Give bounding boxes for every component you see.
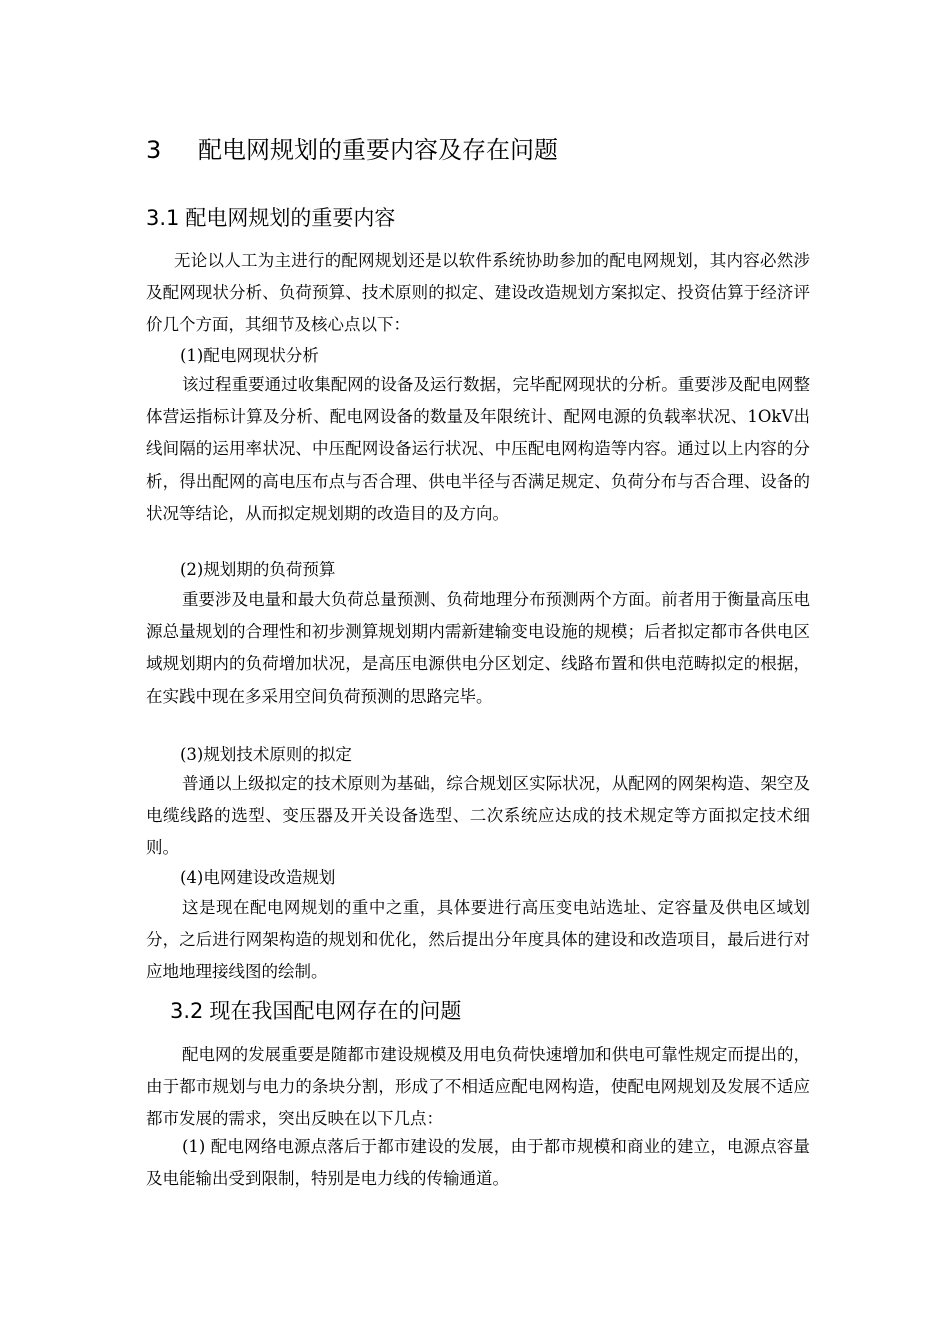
section-heading	[146, 135, 558, 165]
subsection-heading-3-1	[146, 204, 395, 232]
section-title: 配电网规划的重要内容及存在问题	[198, 136, 558, 164]
section-number: 3	[146, 136, 162, 164]
item-label-3: (3)规划技术原则的拟定	[180, 745, 352, 764]
subsection-title: 配电网规划的重要内容	[185, 206, 396, 230]
item-label-1: (1)配电网现状分析	[180, 346, 319, 365]
item-text-1: 该过程重要通过收集配网的设备及运行数据，完毕配网现状的分析。重要涉及配电网整体营运指标计算及分析、配电网设备的数量及年限统计、配网电源的负载率状况、1OkV出线间隔的运用率状况、中压配网设备运行状况、中压配电网构造等内容。通过以上内容的分析，得出配网的高电压布点与否合理、供电半径与否满足规定、负荷分布与否合理、设备的状况等结论，从而拟定规划期的改造目的及方向。	[146, 375, 810, 523]
item-label-4: (4)电网建设改造规划	[180, 868, 336, 887]
item-text-3: 普通以上级拟定的技术原则为基础，综合规划区实际状况，从配网的网架构造、架空及电缆线路的选型、变压器及开关设备选型、二次系统应达成的技术规定等方面拟定技术细则。	[146, 774, 810, 858]
item-label-2: (2)规划期的负荷预算	[180, 560, 336, 579]
problems-intro-paragraph: 配电网的发展重要是随都市建设规模及用电负荷快速增加和供电可靠性规定而提出的，由于都市规划与电力的条块分割，形成了不相适应配电网构造，使配电网规划及发展不适应都市发展的需求，突出反映在以下几点：	[146, 1045, 810, 1129]
item-text-2: 重要涉及电量和最大负荷总量预测、负荷地理分布预测两个方面。前者用于衡量高压电源总量规划的合理性和初步测算规划期内需新建输变电设施的规模；后者拟定都市各供电区域规划期内的负荷增加状况，是高压电源供电分区划定、线路布置和供电范畴拟定的根据，在实践中现在多采用空间负荷预测的思路完毕。	[146, 590, 810, 706]
subsection-title: 现在我国配电网存在的问题	[209, 999, 462, 1023]
intro-paragraph: 无论以人工为主进行的配网规划还是以软件系统协助参加的配电网规划，其内容必然涉及配网现状分析、负荷预算、技术原则的拟定、建设改造规划方案拟定、投资估算于经济评价几个方面，其细节及核心点以下：	[146, 251, 810, 335]
item-text-4: 这是现在配电网规划的重中之重，具体要进行高压变电站选址、定容量及供电区域划分，之后进行网架构造的规划和优化，然后提出分年度具体的建设和改造项目，最后进行对应地地理接线图的绘制。	[146, 898, 810, 982]
subsection-number: 3.2	[170, 999, 204, 1023]
subsection-number: 3.1	[146, 206, 180, 230]
problem-1-paragraph: (1) 配电网络电源点落后于都市建设的发展，由于都市规模和商业的建立，电源点容量及电能输出受到限制，特别是电力线的传输通道。	[146, 1137, 810, 1189]
subsection-heading-3-2	[170, 997, 461, 1025]
